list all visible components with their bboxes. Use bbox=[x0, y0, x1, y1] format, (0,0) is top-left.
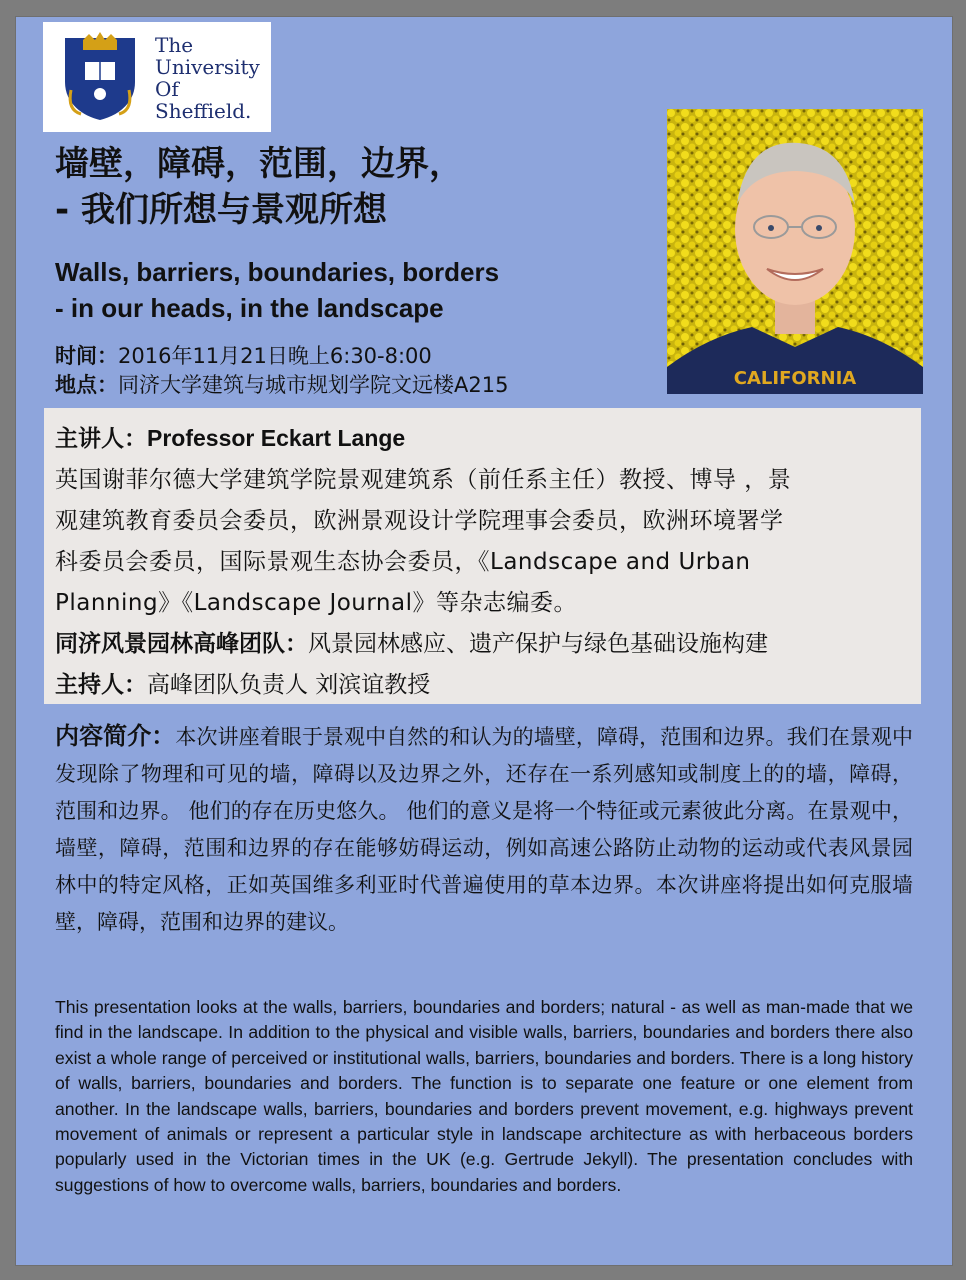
place-value: 同济大学建筑与城市规划学院文远楼A215 bbox=[118, 373, 509, 397]
speaker-bio-line: Planning》《Landscape Journal》等杂志编委。 bbox=[55, 590, 577, 616]
event-time bbox=[55, 342, 508, 371]
team-line bbox=[55, 624, 913, 665]
host-label: 主持人： bbox=[55, 672, 147, 698]
host-value: 高峰团队负责人 刘滨谊教授 bbox=[147, 672, 431, 698]
speaker-bio-line: 科委员会委员，国际景观生态协会委员，《Landscape and Urban bbox=[55, 549, 751, 575]
title-cn-line2: - 我们所想与景观所想 bbox=[55, 190, 387, 230]
logo-line: Sheffield. bbox=[155, 99, 252, 123]
university-logo bbox=[43, 22, 271, 132]
title-en-line1: Walls, barriers, boundaries, borders bbox=[55, 257, 500, 287]
speaker-bio-line: 观建筑教育委员会委员，欧洲景观设计学院理事会委员，欧洲环境署学 bbox=[55, 508, 784, 534]
logo-line: University bbox=[155, 55, 260, 79]
speaker-bio-line: 英国谢菲尔德大学建筑学院景观建筑系（前任系主任）教授、博导 ，景 bbox=[55, 467, 792, 493]
time-label: 时间： bbox=[55, 344, 118, 368]
event-details bbox=[55, 342, 508, 400]
abstract-english: This presentation looks at the walls, barriers, boundaries and borders; natural - as well as man-made that we find in the landscape. In addition to the physical and visible walls, barriers, boundaries and borders there also exist a whole range of perceived or institutional walls, barriers, boundaries and borders. There is a long history of walls, barriers, boundaries and borders. The function is to separate one feature or one element from another. In the landscape walls, barriers, boundaries and borders prevent movement, e.g. highways prevent movement of animals or represent a particular style in landscape architecture as with herbaceous borders popularly used in the Victorian times in the UK (e.g. Gertrude Jekyll). The presentation concludes with suggestions of how to overcome walls, barriers, boundaries and borders. bbox=[55, 997, 913, 1195]
intro-label: 内容简介： bbox=[55, 722, 176, 750]
logo-line: The bbox=[155, 33, 194, 57]
logo-line: Of bbox=[155, 77, 179, 101]
title-cn-line1: 墙壁，障碍，范围，边界， bbox=[55, 144, 463, 184]
speaker-name-line bbox=[55, 418, 913, 460]
logo-wordmark bbox=[155, 34, 260, 122]
time-value: 2016年11月21日晚上6:30-8:00 bbox=[118, 344, 432, 368]
speaker-name: Professor Eckart Lange bbox=[147, 425, 406, 451]
title-english bbox=[55, 254, 499, 326]
speaker-panel bbox=[44, 408, 921, 704]
team-value: 风景园林感应、遗产保护与绿色基础设施构建 bbox=[308, 631, 768, 657]
speaker-label: 主讲人： bbox=[55, 426, 147, 452]
speaker-photo bbox=[667, 109, 923, 394]
host-line bbox=[55, 665, 913, 706]
title-en-line2: - in our heads, in the landscape bbox=[55, 293, 444, 323]
intro-text: 本次讲座着眼于景观中自然的和认为的墙壁，障碍，范围和边界。我们在景观中发现除了物理和可见的墙，障碍以及边界之外，还存在一系列感知或制度上的的墙，障碍，范围和边界。 他们的存在历史悠久。 他们的意义是将一个特征或元素彼此分离。在景观中，墙壁，障碍，范围和边界的存在能够妨碍运动，例如高速公路防止动物的运动或代表风景园林中的特定风格，正如英国维多利亚时代普遍使用的草本边界。本次讲座将提出如何克服墙壁，障碍，范围和边界的建议。 bbox=[55, 725, 914, 934]
title-chinese bbox=[55, 141, 463, 233]
place-label: 地点： bbox=[55, 373, 118, 397]
university-crest-icon bbox=[57, 30, 143, 122]
team-label: 同济风景园林高峰团队： bbox=[55, 631, 308, 657]
intro-section bbox=[55, 718, 913, 941]
event-place bbox=[55, 371, 508, 400]
svg-text:CALIFORNIA: CALIFORNIA bbox=[733, 368, 857, 389]
